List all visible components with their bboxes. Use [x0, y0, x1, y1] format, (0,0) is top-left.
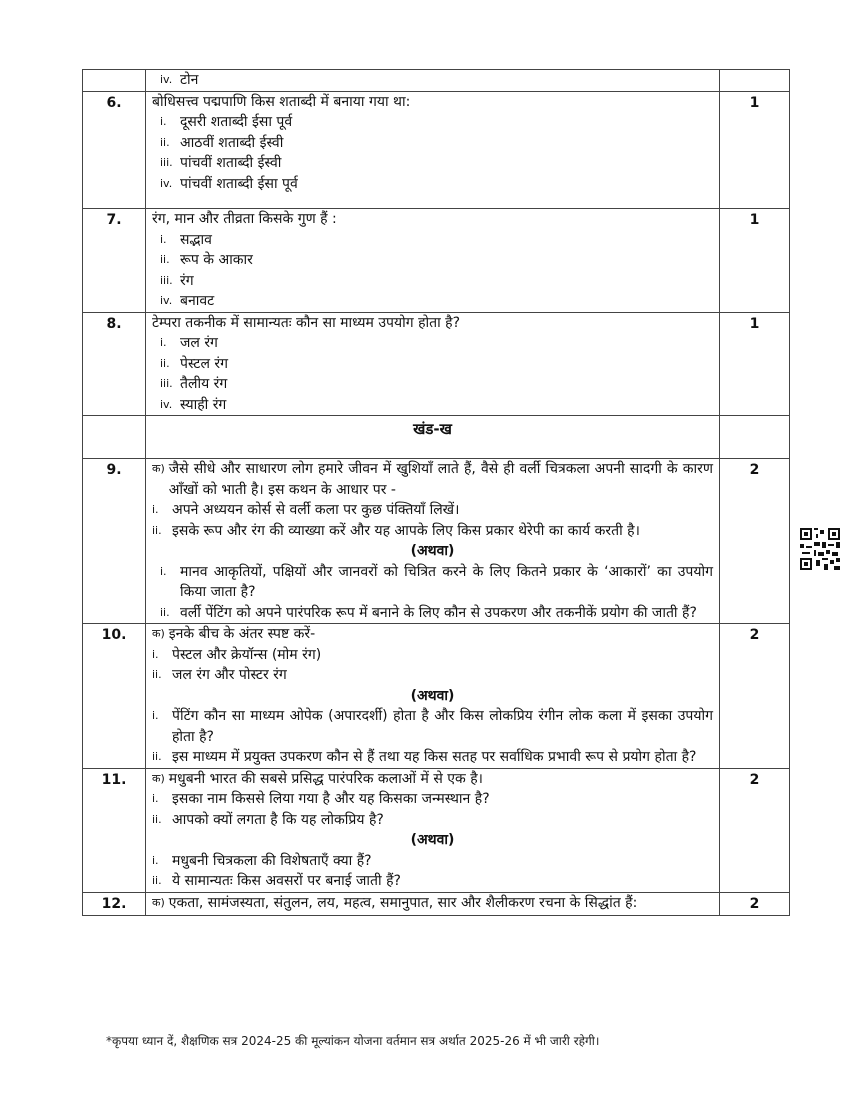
- option-label: iii.: [160, 273, 173, 287]
- question-number: 12.: [83, 892, 146, 915]
- or-separator: (अथवा): [410, 687, 455, 704]
- sub-label: i.: [152, 853, 159, 867]
- sub-label: ii.: [152, 523, 162, 537]
- sub-label: ii.: [152, 668, 162, 681]
- option-text: स्याही रंग: [180, 396, 227, 413]
- sub-question: पेंटिंग कौन सा माध्यम ओपेक (अपारदर्शी) होता है और किस लोकप्रिय रंगीन लोक कला में इसका उपयोग होता है?: [172, 708, 713, 745]
- sub-question: जल रंग और पोस्टर रंग: [172, 667, 287, 683]
- marks: 2: [720, 459, 790, 624]
- option-label: iv.: [160, 397, 173, 411]
- qr-code-icon: [800, 528, 840, 570]
- marks: 2: [720, 768, 790, 892]
- sub-question: आपको क्यों लगता है कि यह लोकप्रिय है?: [172, 811, 384, 828]
- option-label: ii.: [160, 253, 170, 266]
- option-text: पांचवीं शताब्दी ईसा पूर्व: [180, 175, 298, 192]
- sub-question: इसका नाम किससे लिया गया है और यह किसका जन्मस्थान है?: [172, 791, 490, 807]
- sub-label: i.: [152, 647, 159, 661]
- marks: 1: [720, 91, 790, 209]
- question-7-row: [83, 209, 790, 313]
- question-number: 10.: [83, 624, 146, 769]
- part-label: क): [152, 895, 165, 909]
- part-label: क): [152, 771, 165, 785]
- question-text: जैसे सीधे और साधारण लोग हमारे जीवन में खुशियाँ लाते हैं, वैसे ही वर्ली चित्रकला अपनी सादगी के कारण आँखों को भाती है। इस कथन के आधार पर -: [168, 461, 713, 498]
- or-separator: (अथवा): [410, 543, 455, 559]
- option-text: जल रंग: [180, 335, 218, 351]
- option-label: ii.: [160, 135, 170, 149]
- question-text: बोधिसत्त्व पद्मपाणि किस शताब्दी में बनाया गया था:: [152, 93, 411, 110]
- question-number: 8.: [83, 312, 146, 416]
- sub-label: i.: [160, 564, 167, 578]
- sub-question: मधुबनी चित्रकला की विशेषताएँ क्या हैं?: [172, 852, 372, 869]
- question-10-row: [83, 624, 790, 769]
- question-text: इनके बीच के अंतर स्पष्ट करें-: [168, 626, 316, 642]
- sub-question: अपने अध्ययन कोर्स से वर्ली कला पर कुछ पंक्तियाँ लिखें।: [172, 502, 460, 518]
- question-text: टेम्परा तकनीक में सामान्यतः कौन सा माध्यम उपयोग होता है?: [152, 314, 461, 331]
- sub-question: वर्ली पेंटिंग को अपने पारंपरिक रूप में बनाने के लिए कौन से उपकरण और तकनीकें प्रयोग की जाती हैं?: [180, 604, 697, 621]
- option-label: i.: [160, 232, 167, 246]
- sub-label: ii.: [160, 605, 170, 619]
- option-label: iii.: [160, 156, 173, 169]
- sub-label: ii.: [152, 874, 162, 887]
- option-label: iii.: [160, 377, 173, 390]
- section-heading-row: [83, 416, 790, 459]
- option-text: रूप के आकार: [180, 252, 253, 268]
- sub-question: इसके रूप और रंग की व्याख्या करें और यह आपके लिए किस प्रकार थेरेपी का कार्य करती है।: [172, 522, 640, 539]
- marks: 2: [720, 624, 790, 769]
- sub-label: i.: [152, 503, 159, 516]
- sub-question: ये सामान्यतः किस अवसरों पर बनाई जाती हैं?: [172, 873, 401, 889]
- or-separator: (अथवा): [410, 832, 455, 848]
- question-11-row: [83, 768, 790, 892]
- sub-question: पेस्टल और क्रेयॉन्स (मोम रंग): [172, 646, 322, 663]
- part-label: क): [152, 462, 165, 475]
- question-9-row: [83, 459, 790, 624]
- question-12-row: [83, 892, 790, 915]
- question-text: रंग, मान और तीव्रता किसके गुण हैं :: [152, 211, 337, 227]
- marks: 1: [720, 209, 790, 313]
- question-text: एकता, सामंजस्यता, संतुलन, लय, महत्व, समानुपात, सार और शैलीकरण रचना के सिद्धांत हैं:: [168, 894, 638, 911]
- option-label: iv.: [160, 73, 173, 86]
- option-text: टोन: [180, 72, 199, 88]
- question-5-tail-row: [83, 70, 790, 92]
- question-6-row: [83, 91, 790, 209]
- option-label: ii.: [160, 356, 170, 370]
- sub-label: ii.: [152, 812, 162, 826]
- sub-question: मानव आकृतियों, पक्षियों और जानवरों को चित्रित करने के लिए कितने प्रकार के ‘आकारों’ का उपयोग किया जाता है?: [180, 563, 713, 600]
- question-number: 11.: [83, 768, 146, 892]
- sub-label: i.: [152, 709, 159, 722]
- marks: 2: [720, 892, 790, 915]
- marks: 1: [720, 312, 790, 416]
- question-8-row: [83, 312, 790, 416]
- part-label: क): [152, 627, 165, 640]
- question-number: 9.: [83, 459, 146, 624]
- option-text: सद्भाव: [180, 231, 212, 248]
- sub-label: i.: [152, 792, 159, 805]
- option-label: iv.: [160, 294, 173, 307]
- question-paper-table: [82, 69, 789, 916]
- option-text: रंग: [180, 272, 194, 289]
- sub-label: ii.: [152, 750, 162, 763]
- option-text: आठवीं शताब्दी ईस्वी: [180, 134, 284, 151]
- question-text: मधुबनी भारत की सबसे प्रसिद्ध पारंपरिक कलाओं में से एक है।: [168, 770, 483, 787]
- option-text: पांचवीं शताब्दी ईस्वी: [180, 155, 282, 171]
- option-label: i.: [160, 336, 167, 349]
- question-number: 7.: [83, 209, 146, 313]
- option-text: तैलीय रंग: [180, 376, 228, 392]
- option-label: i.: [160, 115, 167, 128]
- option-text: पेस्टल रंग: [180, 355, 229, 372]
- question-number: 6.: [83, 91, 146, 209]
- option-text: बनावट: [180, 293, 215, 309]
- option-text: दूसरी शताब्दी ईसा पूर्व: [180, 114, 293, 130]
- option-label: iv.: [160, 176, 173, 190]
- sub-question: इस माध्यम में प्रयुक्त उपकरण कौन से हैं तथा यह किस सतह पर सर्वाधिक प्रभावी रूप से प्रयोग होता है?: [172, 749, 697, 765]
- section-title: खंड-ख: [146, 416, 720, 459]
- footnote: *कृपया ध्यान दें, शैक्षणिक सत्र 2024-25 की मूल्यांकन योजना वर्तमान सत्र अर्थात 2025-26 में भी जारी रहेगी।: [106, 1034, 600, 1048]
